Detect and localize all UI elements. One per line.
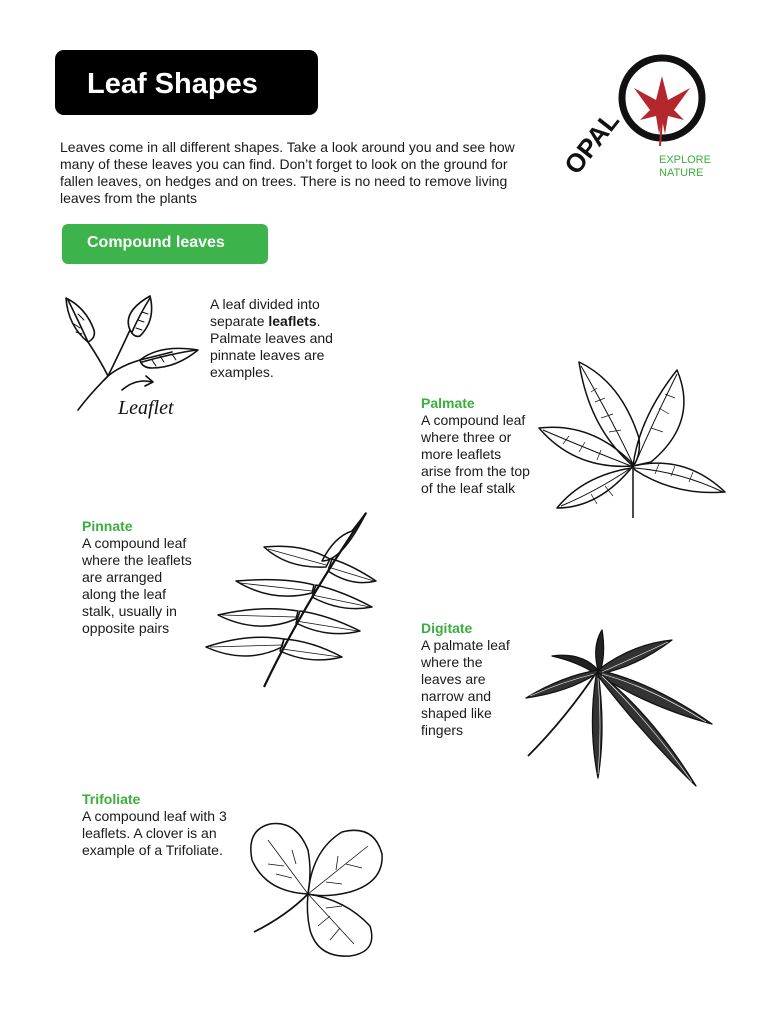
digitate-heading: Digitate (421, 620, 473, 636)
digitate-body: A palmate leaf where the leaves are narrow and shaped like fingers (421, 637, 510, 738)
compound-leaf-description (210, 296, 360, 381)
pinnate-leaf-illustration (202, 507, 382, 689)
palmate-leaf-illustration (535, 358, 730, 523)
pinnate-description (82, 518, 197, 637)
palmate-body: A compound leaf where three or more leaflets arise from the top of the leaf stalk (421, 412, 530, 496)
trifoliate-body: A compound leaf with 3 leaflets. A clover is an example of a Trifoliate. (82, 808, 227, 858)
trifoliate-heading: Trifoliate (82, 791, 141, 807)
digitate-description (421, 620, 521, 739)
compound-text-before: A leaf divided into separate (210, 296, 320, 329)
logo-tagline (659, 154, 729, 180)
page-title: Leaf Shapes (55, 50, 318, 115)
trifoliate-description (82, 791, 242, 859)
leaflet-label: Leaflet (118, 397, 174, 419)
logo-tagline-line1: EXPLORE (659, 154, 711, 166)
compound-text-bold: leaflets (268, 313, 317, 329)
pinnate-body: A compound leaf where the leaflets are arranged along the leaf stalk, usually in opposite pairs (82, 535, 192, 636)
compound-text-after: . Palmate leaves and pinnate leaves are examples. (210, 313, 333, 380)
palmate-heading: Palmate (421, 395, 475, 411)
digitate-leaf-illustration (522, 628, 718, 790)
trifoliate-leaf-illustration (246, 820, 388, 960)
compound-leaf-illustration (60, 290, 205, 420)
palmate-description (421, 395, 531, 497)
intro-paragraph: Leaves come in all different shapes. Take a look around you and see how many of these leaves you can find. Don’t forget to look on the ground for fallen leaves, on hedges and on trees. There is no need to remove living leaves from the plants (60, 139, 515, 206)
logo-tagline-line2: NATURE (659, 167, 704, 179)
section-heading-compound-leaves: Compound leaves (62, 224, 268, 264)
svg-text:OPAL: OPAL (558, 105, 626, 180)
pinnate-heading: Pinnate (82, 518, 133, 534)
